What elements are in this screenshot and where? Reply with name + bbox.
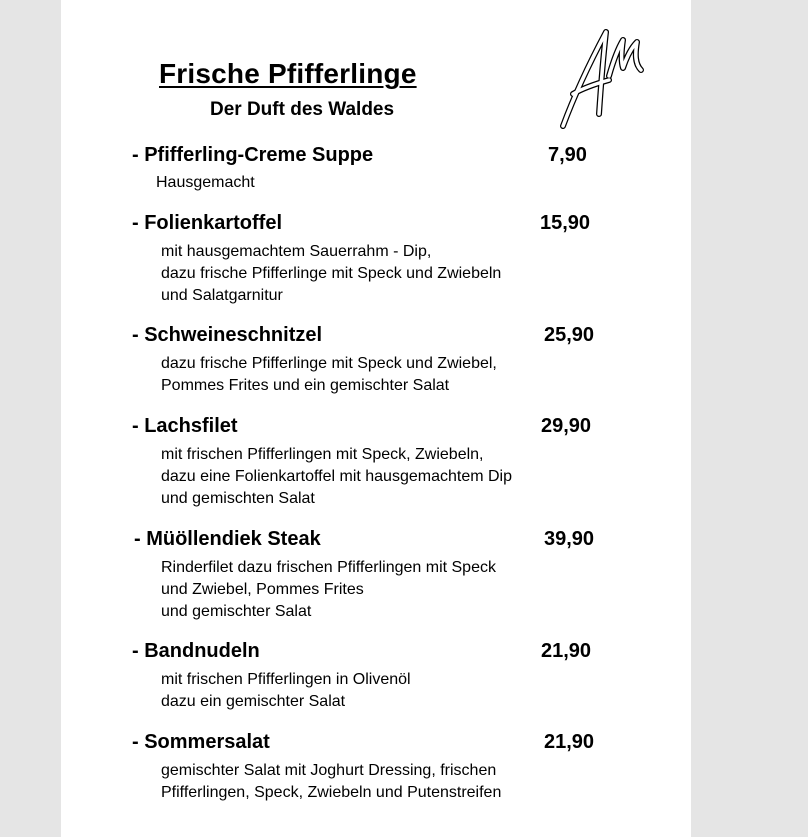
item-description [161, 669, 411, 713]
item-description-line: und Zwiebel, Pommes Frites [161, 581, 364, 598]
item-price: 21,90 [541, 640, 592, 662]
item-description-line: gemischter Salat mit Joghurt Dressing, frischen [161, 762, 497, 779]
item-description-line: Hausgemacht [156, 174, 255, 191]
item-price: 39,90 [544, 528, 595, 550]
item-description-line: Pfifferlingen, Speck, Zwiebeln und Putenstreifen [161, 784, 502, 801]
item-description [161, 444, 512, 510]
item-description-line: dazu eine Folienkartoffel mit hausgemachtem Dip [161, 468, 512, 485]
menu-subtitle: Der Duft des Waldes [210, 99, 395, 120]
item-description-line: dazu frische Pfifferlinge mit Speck und Zwiebel, [161, 355, 497, 372]
item-name: - Folienkartoffel [132, 212, 283, 234]
item-description-line: mit hausgemachtem Sauerrahm - Dip, [161, 243, 432, 260]
item-price: 21,90 [544, 731, 595, 753]
item-description [156, 172, 255, 194]
item-name: - Müöllendiek Steak [134, 528, 321, 550]
item-description [161, 241, 501, 307]
am-logo [551, 14, 651, 134]
item-description-line: mit frischen Pfifferlingen mit Speck, Zwiebeln, [161, 446, 484, 463]
item-description [161, 557, 496, 623]
menu-title: Frische Pfifferlinge [159, 58, 417, 89]
item-description-line: mit frischen Pfifferlingen in Olivenöl [161, 671, 411, 688]
item-description [161, 760, 501, 804]
item-name: - Lachsfilet [132, 415, 238, 437]
item-description-line: Rinderfilet dazu frischen Pfifferlingen mit Speck [161, 559, 496, 576]
item-description-line: Pommes Frites und ein gemischter Salat [161, 377, 450, 394]
item-price: 29,90 [541, 415, 592, 437]
item-description-line: und Salatgarnitur [161, 287, 283, 304]
item-price: 7,90 [548, 144, 587, 166]
item-description-line: und gemischten Salat [161, 490, 315, 507]
item-description-line: dazu ein gemischter Salat [161, 693, 346, 710]
item-name: - Schweineschnitzel [132, 324, 323, 346]
item-description-line: und gemischter Salat [161, 603, 312, 620]
menu-page [61, 0, 691, 837]
item-description-line: dazu frische Pfifferlinge mit Speck und Zwiebeln [161, 265, 502, 282]
item-description [161, 353, 497, 397]
item-name: - Sommersalat [132, 731, 270, 753]
item-name: - Bandnudeln [132, 640, 260, 662]
item-price: 15,90 [540, 212, 591, 234]
item-name: - Pfifferling-Creme Suppe [132, 144, 374, 166]
item-price: 25,90 [544, 324, 595, 346]
